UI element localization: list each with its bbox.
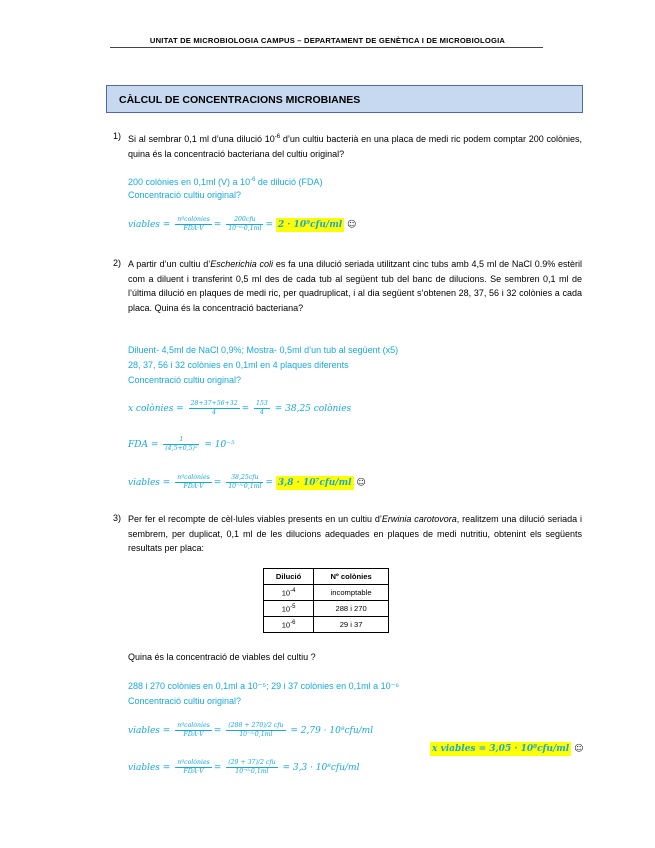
q1-number: 1) [113, 131, 122, 141]
q3-eq1-frac-2 [226, 722, 285, 739]
q1-ans1-b: de dilució (FDA) [255, 177, 323, 187]
q1-fraction-1 [175, 216, 212, 233]
table-row [264, 617, 389, 633]
q3-eq2-den1: FDA·V [183, 768, 204, 775]
table-cell-colonies: incomptable [314, 585, 389, 601]
q3-eq1-lhs: viables = [128, 726, 171, 736]
q2-fda-equation [128, 436, 235, 453]
q3-eq1-den1: FDA·V [183, 731, 204, 738]
dilution-base: 10 [281, 620, 291, 630]
q2-mean-lhs: x colònies = [128, 404, 184, 414]
q2-v-den1: FDA·V [183, 483, 204, 490]
q3-answer-2: Concentració cultiu original? [128, 696, 242, 706]
q3-answer-1: 288 i 270 colònies en 0,1ml a 10⁻⁵; 29 i 37 colònies en 0,1ml a 10⁻⁶ [128, 681, 400, 691]
q3-text-a: Per fer el recompte de cèl·lules viables presents en un cultiu d’ [128, 514, 382, 524]
table-cell-dilution [264, 601, 314, 617]
q2-mean-num: 28+37+56+32 [190, 400, 238, 407]
table-row [264, 585, 389, 601]
q2-v-frac-1 [175, 474, 212, 491]
q2-v-num2: 38,25cfu [226, 474, 263, 483]
q3-eq2-den2: 10⁻⁶·0,1ml [235, 768, 269, 775]
q1-frac1-den: FDA·V [183, 225, 204, 232]
table-header-row [264, 569, 389, 585]
dilution-base: 10 [281, 588, 291, 598]
q2-text-b: es fa una dilució seriada utilitzant cinc tubs amb 4,5 ml de NaCl 0.9% estèril com a diluent i transferint 0,5 ml des de cada tub al següent tub del banc de dilucions. Se sembren 0,1 ml de l’última dilució en plaques de medi ric, per quadruplicat, i al dia següent s’obtenen 28, 37, 56 i 32 colònies a cada placa. Quina és la concentració bacteriana? [128, 259, 583, 313]
dilution-exp: -6 [290, 619, 296, 626]
q2-species: Escherichia coli [210, 259, 274, 269]
page-header: UNITAT DE MICROBIOLOGIA CAMPUS – DEPARTAMENT DE GENÈTICA I DE MICROBIOLOGIA [149, 36, 506, 45]
smiley-icon: ☺ [347, 220, 357, 230]
q2-mean-equation: x colònies = $\frac{28+37+56+32}{4}$ = $\frac{153}{4}$ = 38,25 colònies [128, 400, 352, 416]
q2-answer-2: 28, 37, 56 i 32 colònies en 0,1ml en 4 plaques diferents [128, 360, 349, 370]
q3-eq2-num2: (29 + 37)/2 cfu [228, 759, 276, 766]
table-row [264, 601, 389, 617]
q2-v-num1: nºcolònies [177, 474, 210, 481]
q1-answer-2: Concentració cultiu original? [128, 190, 242, 200]
q3-species: Erwinia carotovora [381, 514, 457, 524]
q3-eq2-lhs: viables = [128, 763, 171, 773]
dilution-base: 10 [281, 604, 291, 614]
q2-v-frac-2 [226, 474, 263, 491]
q1-fraction-2 [226, 216, 263, 233]
q1-frac2-den: 10⁻⁶·0,1ml [228, 225, 262, 232]
smiley-icon: ☺ [574, 744, 584, 754]
smiley-icon: ☺ [356, 478, 366, 488]
header-divider [110, 47, 543, 48]
dilution-exp: -5 [290, 603, 296, 610]
table-cell-colonies: 29 i 37 [314, 617, 389, 633]
q2-fda-num: 1 [163, 436, 199, 445]
q2-fda-frac [163, 436, 199, 453]
q3-eq2-frac-2 [226, 759, 277, 776]
q2-fda-lhs: FDA = [128, 440, 159, 450]
q3-eq2-result: = 3,3 · 10⁸cfu/ml [282, 763, 360, 773]
q1-eq-lhs: viables = [128, 220, 171, 230]
q3-eq1-result: = 2,79 · 10⁸cfu/ml [290, 726, 374, 736]
q2-fda-den: (4,5+0,5)⁵ [165, 445, 198, 452]
q3-text [128, 512, 582, 556]
q3-eq2-frac-1 [175, 759, 212, 776]
q3-question: Quina és la concentració de viables del cultiu ? [128, 652, 316, 662]
q1-text [128, 130, 582, 161]
q1-ans1-a: 200 colònies en 0,1ml (V) a 10 [128, 177, 251, 187]
q2-text [128, 257, 582, 315]
table-header-colonies: Nº colònies [314, 569, 389, 585]
q2-answer-1: Diluent- 4,5ml de NaCl 0,9%; Mostra- 0,5ml d’un tub al següent (x5) [128, 345, 399, 355]
q2-v-den2: 10⁻⁵·0,1ml [228, 483, 262, 490]
q1-text-a: Si al sembrar 0,1 ml d’una dilució 10 [128, 134, 275, 144]
q1-text-b: d’un cultiu bacterià en una placa de medi ric podem comptar 200 colònies, quina és la concentració bacteriana del cultiu original? [128, 134, 582, 159]
q2-v-lhs: viables = [128, 478, 171, 488]
q3-text-b: , realitzem una dilució seriada i sembrem, per duplicat, 0,1 ml de les dilucions adequades en plaques de medi nutritiu, obtenint els següents resultats per placa: [128, 514, 582, 553]
q3-mean-result-row [430, 744, 583, 754]
q3-mean-result: x viables = 3,05 · 10⁸cfu/ml [432, 744, 570, 754]
q3-eq2-num1: nºcolònies [177, 759, 210, 766]
q2-answer-3: Concentració cultiu original? [128, 375, 242, 385]
q2-number: 2) [113, 258, 122, 268]
q2-viables-equation: viables = $\frac{\text{nºcolònies}}{\text{FDA·V}}$ = $\frac{\text{38,25cfu}}{\text{10⁻⁵·0,1ml}}$ = 3,8 · 10⁷cfu/ml ☺ [128, 474, 366, 490]
q1-ans1-exp: -6 [250, 177, 256, 183]
table-header-dilucio: Dilució [264, 569, 314, 585]
table-cell-colonies: 288 i 270 [314, 601, 389, 617]
q1-text-exp: -6 [274, 134, 281, 140]
q3-eq1-num2: (288 + 270)/2 cfu [228, 722, 284, 729]
q2-text-a: A partir d’un cultiu d’ [128, 259, 211, 269]
q3-equation-2: viables = $\frac{\text{nºcolònies}}{\text{FDA·V}}$ = $\frac{\text{(29 + 37)/2 cfu}}{\text{10⁻⁶·0,1ml}}$ = 3,3 · 10⁸cfu/ml [128, 759, 360, 775]
q3-number: 3) [113, 513, 122, 523]
q3-eq1-frac-1 [175, 722, 212, 739]
q2-fda-result: = 10⁻⁵ [204, 440, 235, 450]
table-cell-dilution [264, 585, 314, 601]
title-box [106, 85, 583, 113]
dilution-exp: -4 [290, 587, 296, 594]
q2-mean-result: = 38,25 colònies [274, 404, 352, 414]
q3-eq1-den2: 10⁻⁵·0,1ml [239, 731, 273, 738]
q2-result: 3,8 · 10⁷cfu/ml [277, 478, 352, 488]
results-table [263, 568, 389, 633]
q3-equation-1: viables = $\frac{\text{nºcolònies}}{\text{FDA·V}}$ = $\frac{\text{(288 + 270)/2 cfu}}{\text{10⁻⁵·0,1ml}}$ = 2,79 · 10⁸cfu/ml [128, 722, 374, 738]
page-title: CÀLCUL DE CONCENTRACIONS MICROBIANES [119, 94, 361, 106]
q2-mean-den: 4 [212, 409, 217, 416]
q2-mean-den2: 4 [259, 409, 264, 416]
q1-result: 2 · 10⁹cfu/ml [277, 220, 343, 230]
q1-equation: viables = $\frac{\text{nºcolònies}}{\text{FDA·V}}$ = $\frac{\text{200cfu}}{\text{10⁻⁶·0,1ml}}$ = 2 · 10⁹cfu/ml ☺ [128, 216, 357, 232]
q2-mean-frac-1 [189, 400, 240, 417]
q2-mean-num2: 153 [256, 400, 268, 407]
q3-eq1-num1: nºcolònies [177, 722, 210, 729]
q2-mean-frac-2 [254, 400, 270, 417]
q1-frac2-num: 200cfu [226, 216, 263, 225]
q1-frac1-num: nºcolònies [177, 216, 210, 223]
table-cell-dilution [264, 617, 314, 633]
